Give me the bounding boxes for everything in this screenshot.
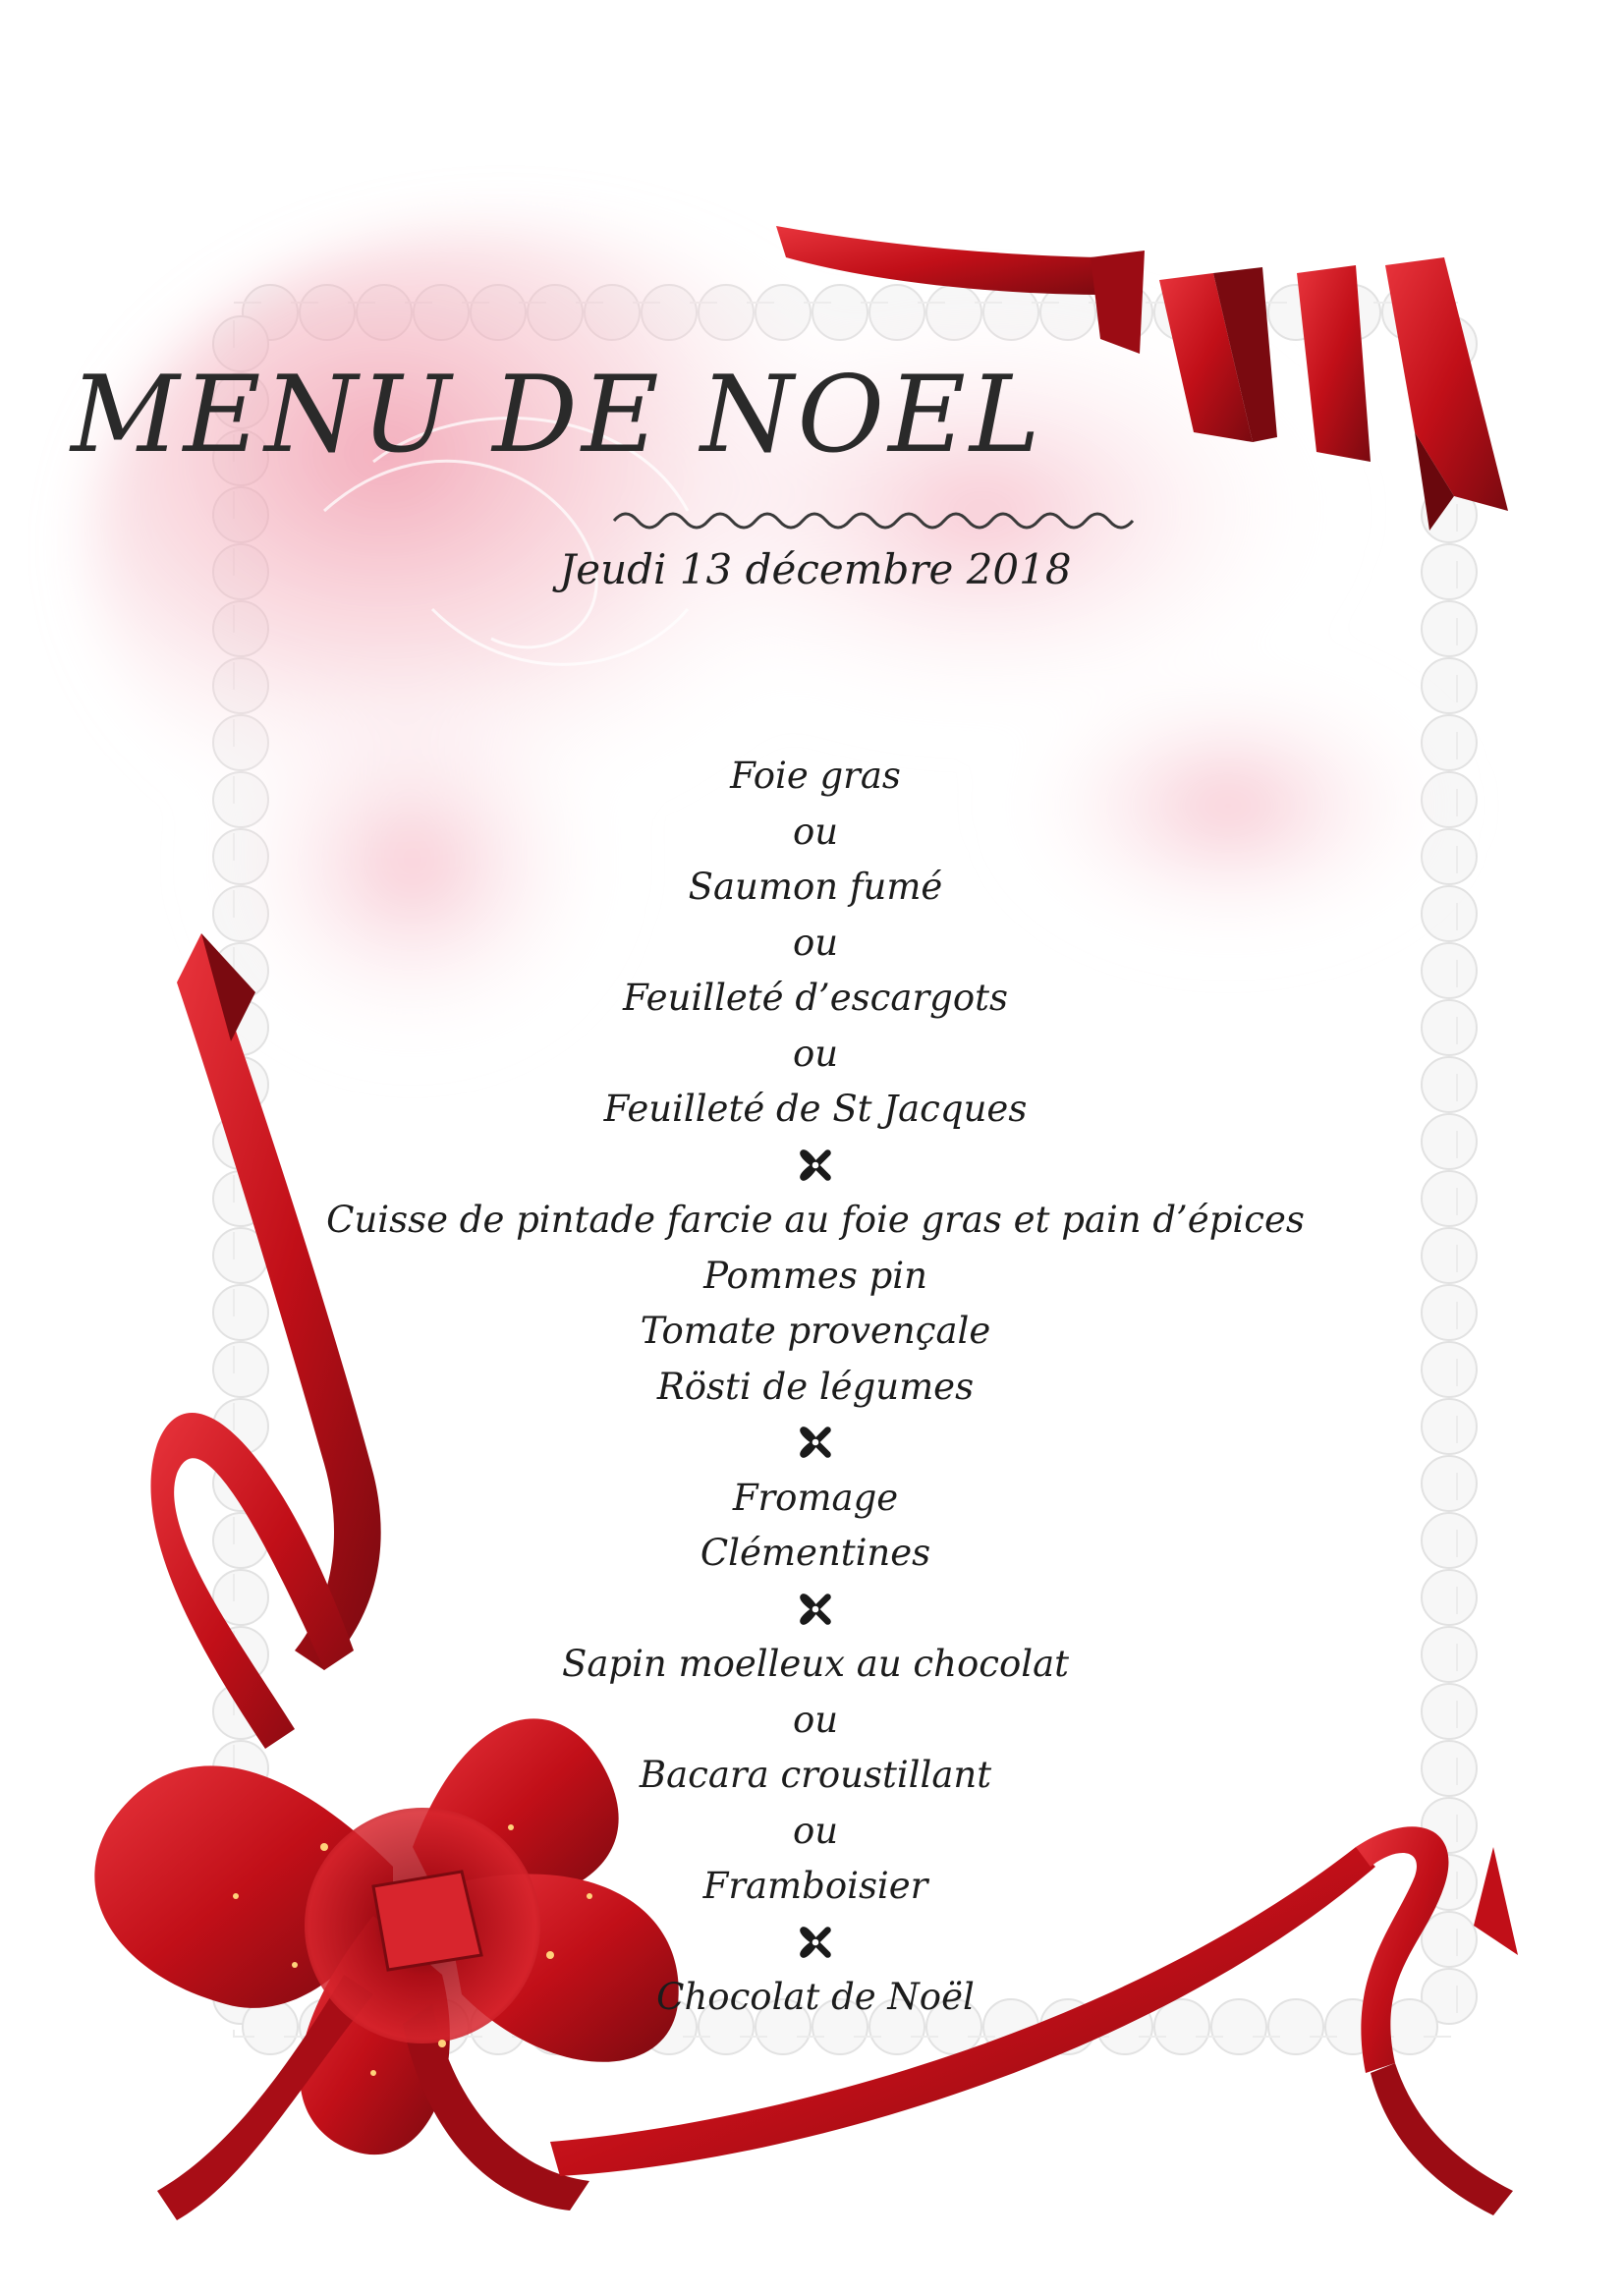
menu-dish: Rösti de légumes bbox=[656, 1365, 975, 1408]
menu-dish: Clémentines bbox=[700, 1532, 931, 1574]
menu-dish: Sapin moelleux au chocolat bbox=[561, 1643, 1070, 1685]
four-petal-flower-icon bbox=[295, 1582, 1336, 1638]
four-petal-flower-icon bbox=[295, 1415, 1336, 1471]
menu-dish: Feuilleté d’escargots bbox=[623, 977, 1008, 1019]
menu-dish: Saumon fumé bbox=[688, 866, 943, 908]
menu-dish: Bacara croustillant bbox=[639, 1754, 992, 1796]
four-petal-flower-icon bbox=[295, 1138, 1336, 1194]
menu-list bbox=[295, 749, 1336, 2026]
menu-dish: Feuilleté de St Jacques bbox=[603, 1088, 1028, 1130]
menu-dish: Fromage bbox=[732, 1476, 899, 1519]
menu-or-connector: ou bbox=[792, 1809, 839, 1852]
menu-date: Jeudi 13 décembre 2018 bbox=[559, 545, 1072, 593]
menu-title: MENU DE NOEL bbox=[71, 354, 1044, 476]
menu-dish: Framboisier bbox=[702, 1865, 928, 1907]
four-petal-flower-icon bbox=[295, 1915, 1336, 1971]
menu-dish: Foie gras bbox=[730, 755, 901, 797]
menu-or-connector: ou bbox=[792, 1698, 839, 1741]
menu-dish: Pommes pin bbox=[703, 1254, 927, 1297]
menu-or-connector: ou bbox=[792, 810, 839, 853]
menu-dish: Chocolat de Noël bbox=[656, 1976, 975, 2018]
menu-dish: Tomate provençale bbox=[640, 1310, 991, 1352]
menu-or-connector: ou bbox=[792, 921, 839, 964]
menu-dish: Cuisse de pintade farcie au foie gras et pain d’épices bbox=[326, 1199, 1305, 1241]
menu-or-connector: ou bbox=[792, 1032, 839, 1075]
